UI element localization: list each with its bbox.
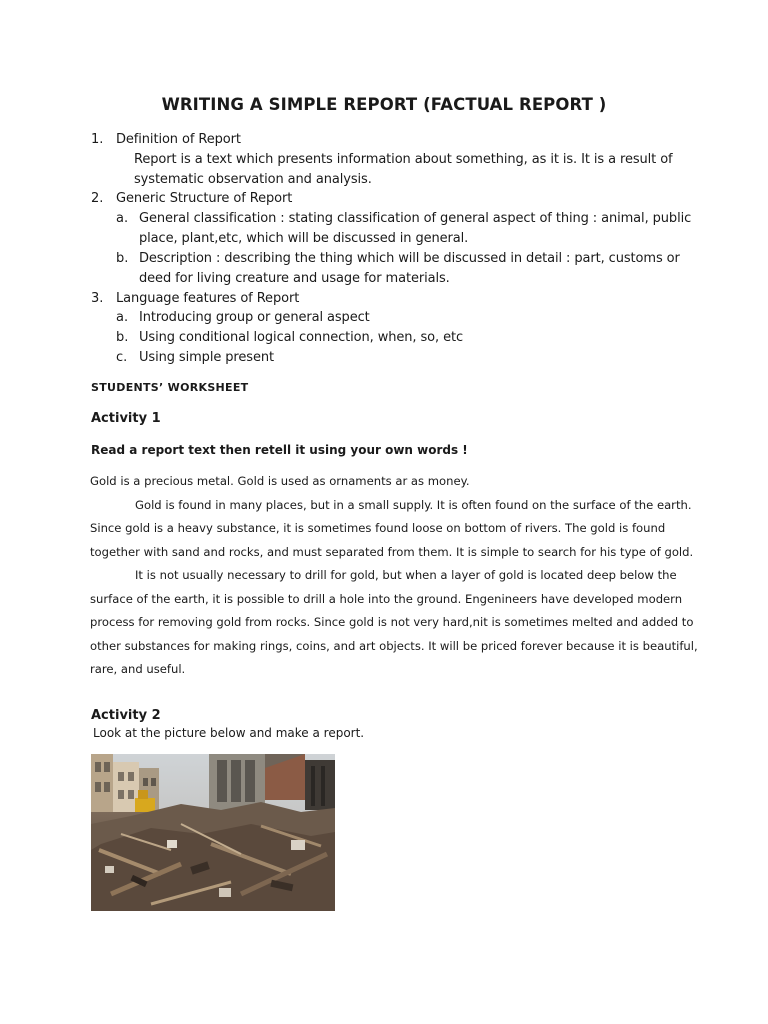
worksheet-heading: STUDENTS’ WORKSHEET bbox=[91, 381, 249, 394]
section-2-item-a-letter: a. bbox=[116, 211, 129, 226]
activity-1-instruction: Read a report text then retell it using your own words ! bbox=[91, 443, 468, 457]
section-1-text-line-2: systematic observation and analysis. bbox=[134, 172, 372, 187]
section-3-item-a-letter: a. bbox=[116, 310, 129, 325]
gold-paragraph-line-8: other substances for making rings, coins, and art objects. It will be priced forever because it is beautiful, bbox=[90, 639, 698, 653]
gold-paragraph-line-4: together with sand and rocks, and must separated from them. It is simple to search for his type of gold. bbox=[90, 545, 694, 559]
section-1-number: 1. bbox=[91, 132, 104, 147]
document-title: WRITING A SIMPLE REPORT (FACTUAL REPORT ) bbox=[161, 95, 607, 114]
section-1-text-line-1: Report is a text which presents information about something, as it is. It is a result of bbox=[134, 152, 673, 167]
gold-paragraph-line-1: Gold is a precious metal. Gold is used as ornaments ar as money. bbox=[90, 474, 470, 488]
section-2-item-b-line-2: deed for living creature and usage for materials. bbox=[139, 271, 450, 286]
section-3-item-b-text: Using conditional logical connection, when, so, etc bbox=[139, 330, 464, 345]
gold-paragraph-line-9: rare, and useful. bbox=[90, 662, 186, 676]
section-3-item-b-letter: b. bbox=[116, 330, 129, 345]
gold-paragraph-line-5: It is not usually necessary to drill for gold, but when a layer of gold is located deep below the bbox=[135, 568, 677, 582]
section-2-item-a-line-2: place, plant,etc, which will be discussed in general. bbox=[139, 231, 469, 246]
section-2-item-b-letter: b. bbox=[116, 251, 129, 266]
section-2-number: 2. bbox=[91, 191, 104, 206]
section-3-item-c-text: Using simple present bbox=[139, 350, 274, 365]
section-3-heading: Language features of Report bbox=[116, 291, 300, 306]
gold-paragraph-line-7: process for removing gold from rocks. Since gold is not very hard,nit is sometimes melted and added to bbox=[90, 615, 694, 629]
gold-paragraph-line-2: Gold is found in many places, but in a small supply. It is often found on the surface of the earth. bbox=[135, 498, 692, 512]
section-1-heading: Definition of Report bbox=[116, 132, 241, 147]
activity-1-label: Activity 1 bbox=[91, 411, 161, 426]
activity-2-label: Activity 2 bbox=[91, 708, 161, 723]
section-3-item-c-letter: c. bbox=[116, 350, 128, 365]
gold-paragraph-line-3: Since gold is a heavy substance, it is sometimes found loose on bottom of rivers. The gold is found bbox=[90, 521, 666, 535]
section-3-item-a-text: Introducing group or general aspect bbox=[139, 310, 370, 325]
section-3-number: 3. bbox=[91, 291, 104, 306]
section-2-item-b-line-1: Description : describing the thing which will be discussed in detail : part, customs or bbox=[139, 251, 680, 266]
rubble-photo bbox=[91, 754, 335, 911]
gold-paragraph-line-6: surface of the earth, it is possible to drill a hole into the ground. Engenineers have developed modern bbox=[90, 592, 683, 606]
section-2-heading: Generic Structure of Report bbox=[116, 191, 293, 206]
activity-2-instruction: Look at the picture below and make a report. bbox=[93, 726, 365, 740]
section-2-item-a-line-1: General classification : stating classification of general aspect of thing : animal, public bbox=[139, 211, 692, 226]
